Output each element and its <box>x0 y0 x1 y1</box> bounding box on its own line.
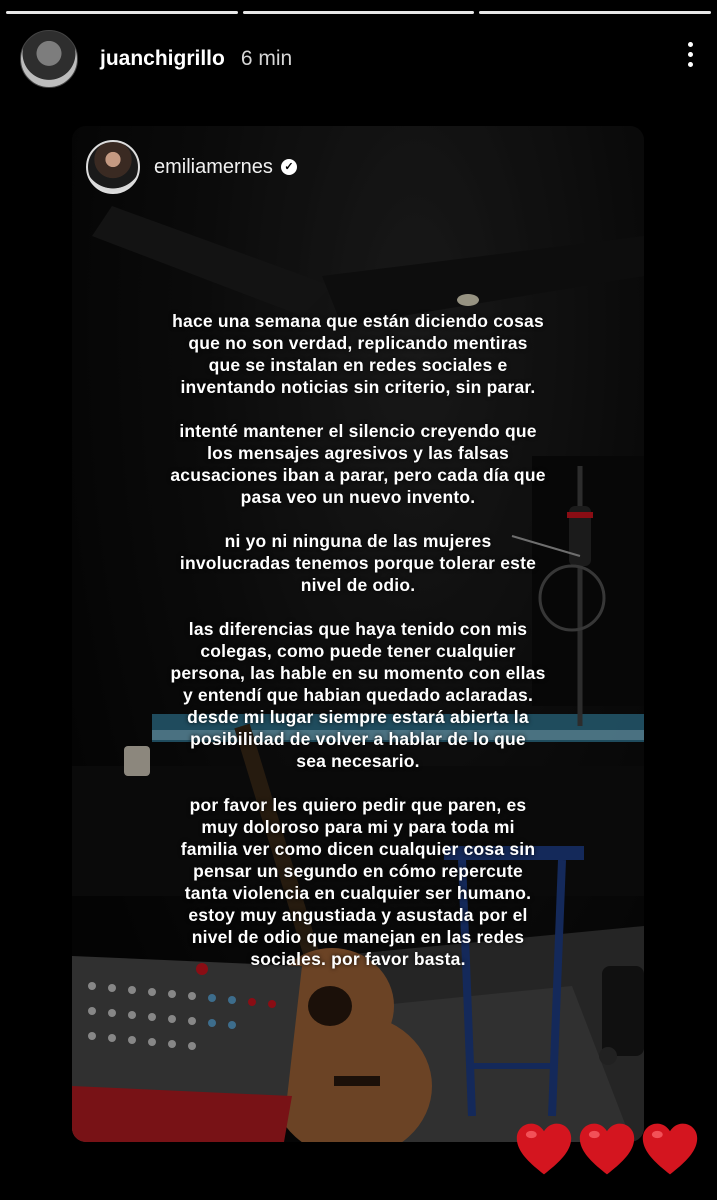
story-header <box>20 30 697 88</box>
more-vertical-icon[interactable] <box>685 42 695 67</box>
progress-segment <box>243 11 475 14</box>
text-paragraph: ni yo ni ninguna de las mujeres involucradas tenemos porque tolerar este nivel de odio. <box>179 531 537 595</box>
shared-post-header <box>86 140 297 194</box>
story-author-username[interactable]: juanchigrillo <box>100 47 225 70</box>
shared-post-card[interactable] <box>72 126 644 1142</box>
story-timestamp: 6 min <box>240 47 293 70</box>
heart-emoji-icon[interactable] <box>515 1120 573 1178</box>
heart-emoji-icon[interactable] <box>641 1120 699 1178</box>
verified-badge-icon: ✓ <box>281 159 297 175</box>
avatar[interactable] <box>20 30 78 88</box>
text-paragraph: hace una semana que están diciendo cosas que no son verdad, replicando mentiras que se instalan en redes sociales e inventando noticias sin criterio, sin parar. <box>172 311 544 397</box>
text-paragraph: por favor les quiero pedir que paren, es muy doloroso para mi y para toda mi familia ver como dicen cualquier cosa sin pensar un segundo en cómo repercute tanta violencia en cualquier ser humano. estoy muy angustiada y asustada por el nivel de odio que manejan en las redes sociales. por favor basta. <box>180 795 536 969</box>
avatar[interactable] <box>86 140 140 194</box>
shared-post-text <box>102 310 614 992</box>
shared-post-username[interactable]: emiliamernes <box>154 155 273 178</box>
text-paragraph: intenté mantener el silencio creyendo que los mensajes agresivos y las falsas acusaciones iban a parar, pero cada día que pasa veo un nuevo invento. <box>170 421 546 507</box>
progress-segment <box>6 11 238 14</box>
reaction-hearts <box>515 1120 699 1178</box>
text-paragraph: las diferencias que haya tenido con mis colegas, como puede tener cualquier persona, las hable en su momento con ellas y entendí que habian quedado aclaradas. desde mi lugar siempre estará abierta la posibilidad de volver a hablar de lo que sea necesario. <box>170 619 546 771</box>
progress-segment <box>479 11 711 14</box>
story-progress-bar <box>6 11 711 14</box>
heart-emoji-icon[interactable] <box>578 1120 636 1178</box>
